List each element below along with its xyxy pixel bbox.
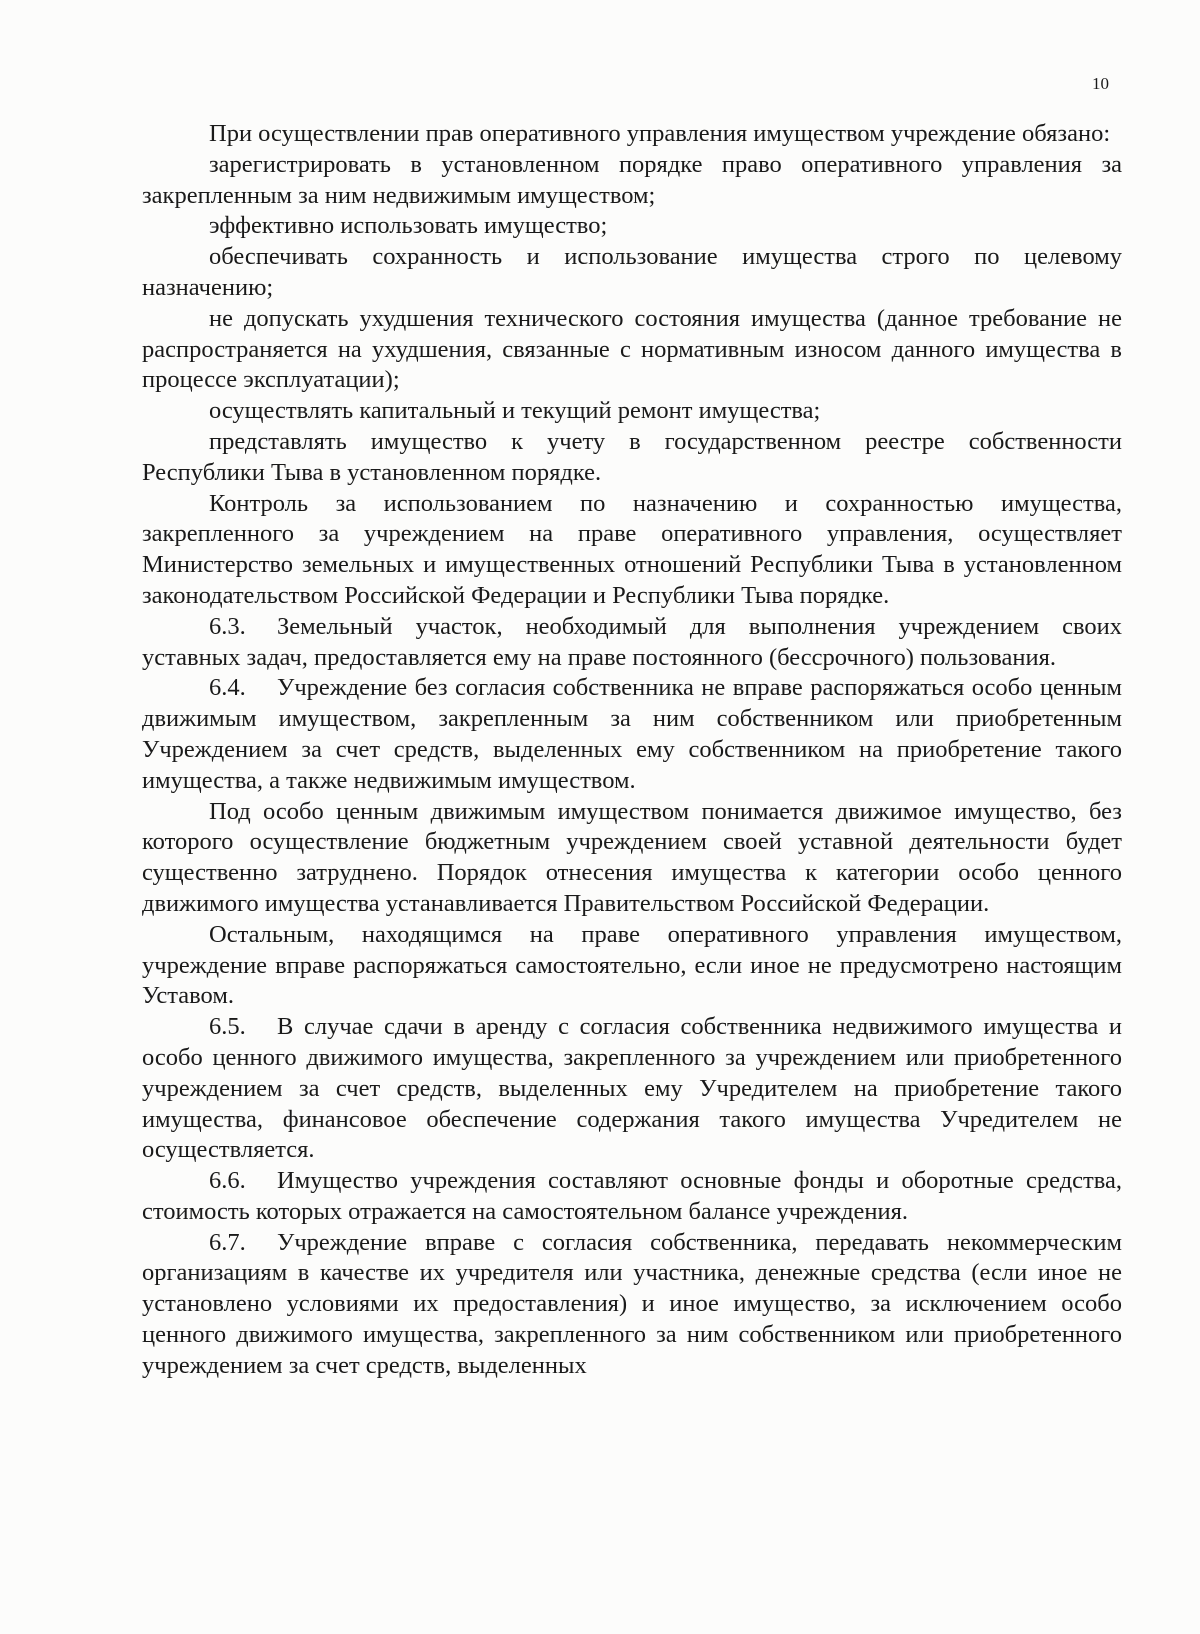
paragraph-text: Контроль за использованием по назначению и сохранностью имущества, закрепленного за учреждением на праве оперативного управления, осуществляет Министерство земельных и имущественных отношений Республики Тыва в установленном законодательством Российской Федерации и Республики Тыва порядке.	[142, 489, 1122, 609]
paragraph	[142, 1228, 1122, 1382]
clause-number: 6.5.	[209, 1013, 246, 1041]
paragraph	[142, 673, 1122, 796]
paragraph-text: Остальным, находящимся на праве оперативного управления имуществом, учреждение вправе распоряжаться самостоятельно, если иное не предусмотрено настоящим Уставом.	[142, 920, 1122, 1010]
paragraph	[142, 612, 1122, 674]
paragraph	[142, 1012, 1122, 1166]
paragraph	[142, 920, 1122, 1012]
paragraph	[142, 427, 1122, 489]
clause-number: 6.3.	[209, 612, 246, 640]
paragraph-text: осуществлять капитальный и текущий ремонт имущества;	[209, 397, 821, 425]
paragraph-text: Учреждение вправе с согласия собственника, передавать некоммерческим организациям в качестве их учредителя или участника, денежные средства (если иное не установлено условиями их предоставления) и иное имущество, за исключением особо ценного движимого имущества, закрепленного за ним собственником или приобретенного учреждением за счет средств, выделенных	[142, 1228, 1122, 1379]
paragraph-text: Учреждение без согласия собственника не вправе распоряжаться особо ценным движимым имуществом, закрепленным за ним собственником или приобретенным Учреждением за счет средств, выделенных ему собственником на приобретение такого имущества, а также недвижимым имуществом.	[142, 674, 1122, 794]
paragraph-text: В случае сдачи в аренду с согласия собственника недвижимого имущества и особо ценного движимого имущества, закрепленного за учреждением или приобретенного учреждением за счет средств, выделенных ему Учредителем на приобретение такого имущества, финансовое обеспечение содержания такого имущества Учредителем не осуществляется.	[142, 1013, 1122, 1164]
paragraph-text: Имущество учреждения составляют основные фонды и оборотные средства, стоимость которых отражается на самостоятельном балансе учреждения.	[142, 1167, 1122, 1225]
paragraph	[142, 396, 1122, 427]
paragraph	[142, 797, 1122, 920]
paragraph-text: представлять имущество к учету в государственном реестре собственности Республики Тыва в установленном порядке.	[142, 427, 1122, 486]
paragraph	[142, 119, 1122, 150]
clause-number: 6.4.	[209, 674, 246, 702]
document-body	[142, 119, 1122, 1382]
paragraph	[142, 242, 1122, 304]
paragraph-text: эффективно использовать имущество;	[209, 212, 608, 240]
paragraph-text: Под особо ценным движимым имуществом понимается движимое имущество, без которого осуществление бюджетным учреждением своей уставной деятельности будет существенно затруднено. Порядок отнесения имущества к категории особо ценного движимого имущества устанавливается Правительством Российской Федерации.	[142, 797, 1122, 917]
paragraph-text: Земельный участок, необходимый для выполнения учреждением своих уставных задач, предоставляется ему на праве постоянного (бессрочного) пользования.	[142, 612, 1122, 671]
paragraph	[142, 304, 1122, 396]
paragraph	[142, 1166, 1122, 1228]
page-number: 10	[1092, 74, 1109, 93]
paragraph	[142, 150, 1122, 212]
clause-number: 6.6.	[209, 1167, 246, 1195]
paragraph-text: не допускать ухудшения технического состояния имущества (данное требование не распространяется на ухудшения, связанные с нормативным износом данного имущества в процессе эксплуатации);	[142, 304, 1122, 394]
paragraph-text: При осуществлении прав оперативного управления имуществом учреждение обязано:	[209, 120, 1111, 147]
paragraph	[142, 489, 1122, 612]
clause-number: 6.7.	[209, 1228, 246, 1256]
paragraph-text: зарегистрировать в установленном порядке право оперативного управления за закрепленным за ним недвижимым имуществом;	[142, 150, 1122, 209]
paragraph-text: обеспечивать сохранность и использование имущества строго по целевому назначению;	[142, 243, 1122, 301]
paragraph	[142, 211, 1122, 242]
